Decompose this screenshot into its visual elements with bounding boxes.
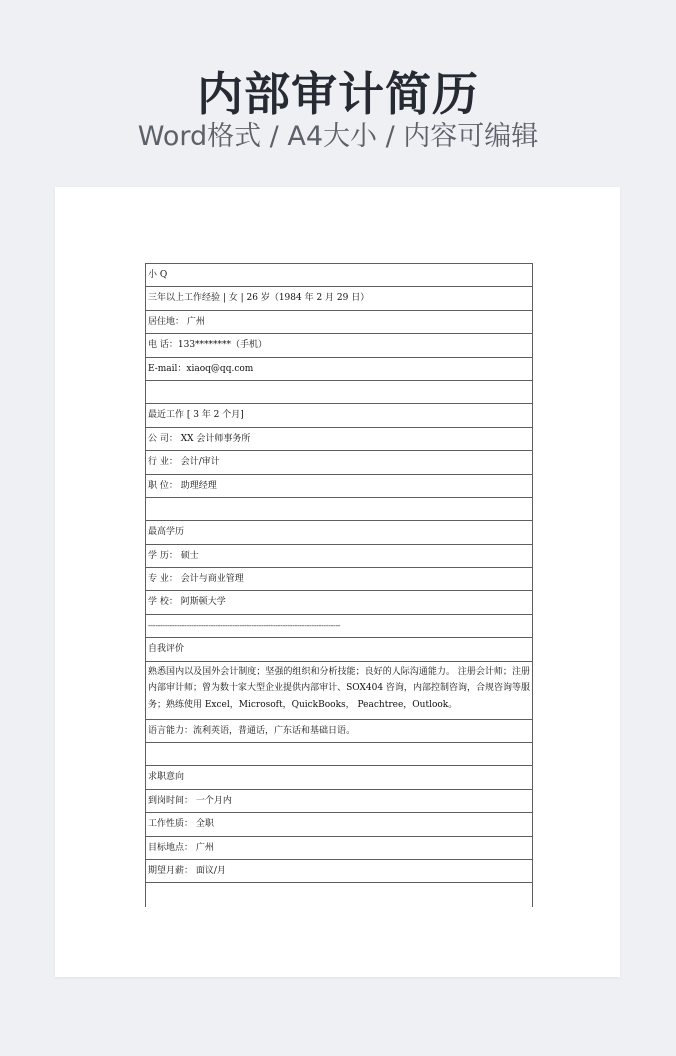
company-row: 公 司： XX 会计师事务所 bbox=[146, 428, 532, 451]
blank-row bbox=[146, 381, 532, 404]
industry-row: 行 业： 会计/审计 bbox=[146, 451, 532, 474]
job-intention-heading: 求职意向 bbox=[146, 766, 532, 789]
page-subtitle: Word格式 / A4大小 / 内容可编辑 bbox=[137, 121, 539, 152]
self-evaluation-heading: 自我评价 bbox=[146, 638, 532, 661]
summary-row: 三年以上工作经验 | 女 | 26 岁（1984 年 2 月 29 日） bbox=[146, 287, 532, 310]
residence-row: 居住地： 广州 bbox=[146, 311, 532, 334]
major-row: 专 业： 会计与商业管理 bbox=[146, 568, 532, 591]
self-evaluation-text: 熟悉国内以及国外会计制度；坚强的组织和分析技能；良好的人际沟通能力。 注册会计师；注册内部审计师；曾为数十家大型企业提供内部审计、SOX404 咨询，内部控制咨询，合规咨询等服务；熟练使用 Excel，Microsoft，QuickBooks， Peachtree，Outlook。 bbox=[146, 662, 532, 720]
education-heading: 最高学历 bbox=[146, 521, 532, 544]
language-row: 语言能力：流利英语，普通话，广东话和基础日语。 bbox=[146, 720, 532, 743]
blank-row bbox=[146, 743, 532, 766]
resume-table bbox=[145, 263, 533, 907]
start-time-row: 到岗时间： 一个月内 bbox=[146, 790, 532, 813]
job-type-row: 工作性质： 全职 bbox=[146, 813, 532, 836]
expected-salary-row: 期望月薪： 面议/月 bbox=[146, 860, 532, 883]
document-page bbox=[55, 187, 620, 977]
degree-row: 学 历： 硕士 bbox=[146, 545, 532, 568]
name-row: 小 Q bbox=[146, 264, 532, 287]
school-row: 学 校： 阿斯顿大学 bbox=[146, 591, 532, 614]
phone-row: 电 话：133********（手机） bbox=[146, 334, 532, 357]
divider-row: -------------------------------------------------------------------------------- bbox=[146, 615, 532, 638]
target-location-row: 目标地点： 广州 bbox=[146, 837, 532, 860]
page-title: 内部审计简历 bbox=[197, 67, 479, 121]
blank-row bbox=[146, 498, 532, 521]
position-row: 职 位： 助理经理 bbox=[146, 475, 532, 498]
recent-work-heading: 最近工作 [ 3 年 2 个月] bbox=[146, 404, 532, 427]
email-row: E-mail：xiaoq@qq.com bbox=[146, 358, 532, 381]
